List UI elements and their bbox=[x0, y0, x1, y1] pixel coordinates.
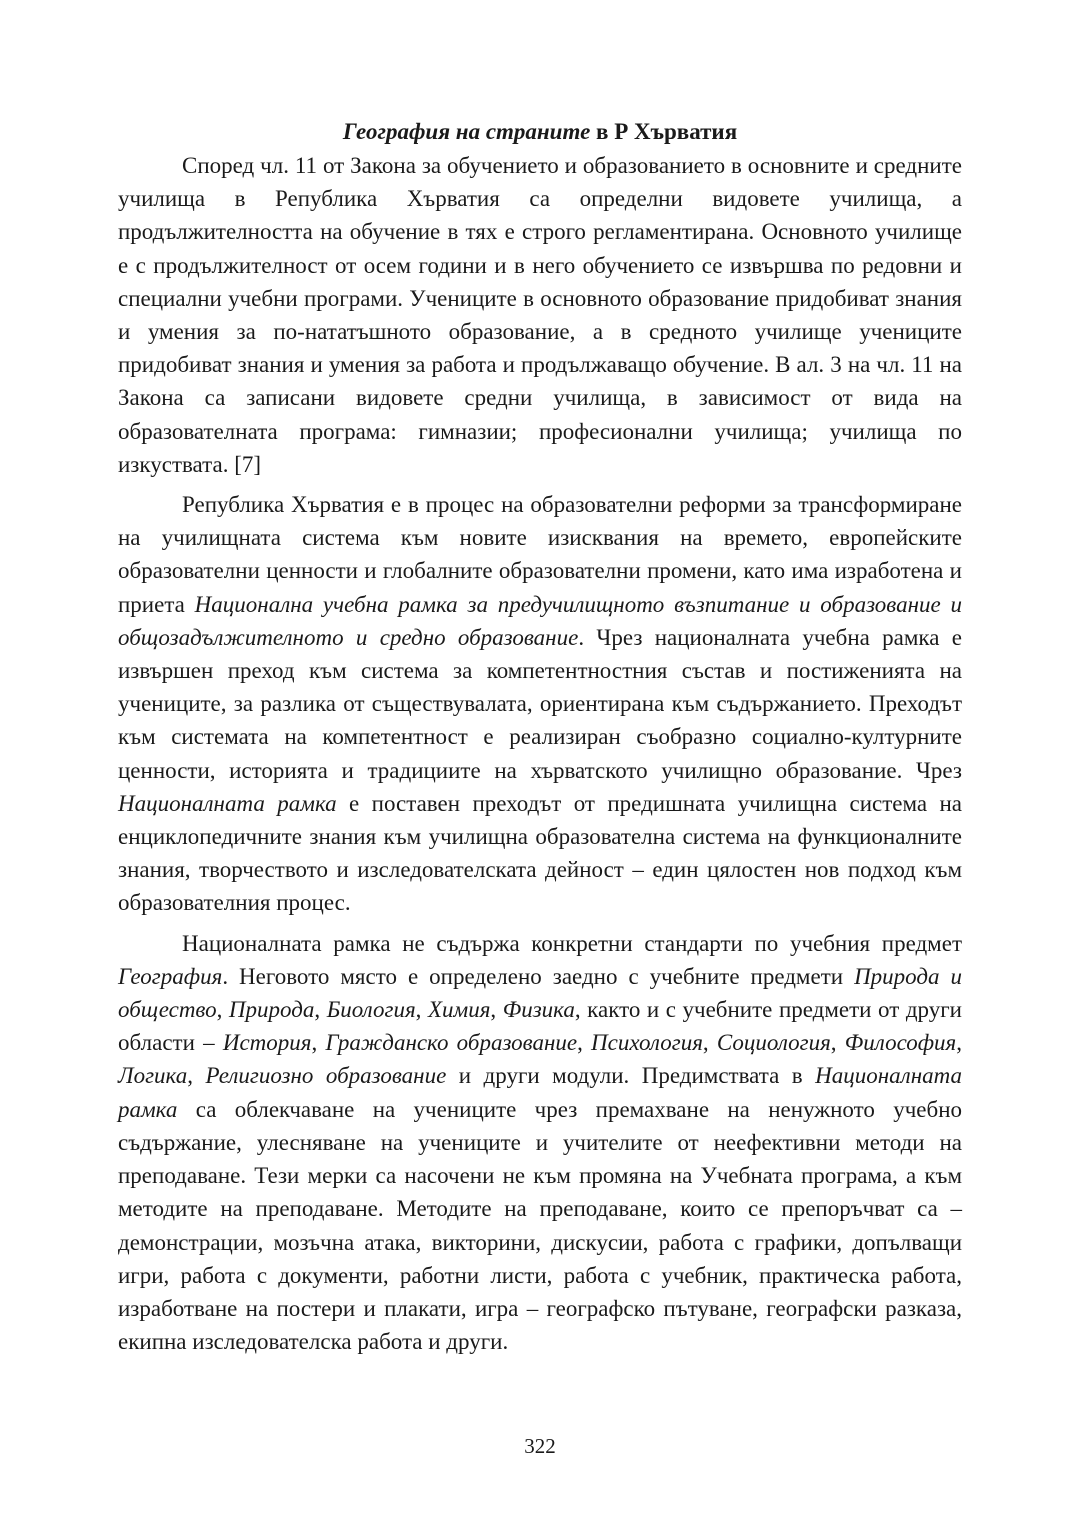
paragraph-text: , bbox=[830, 1030, 845, 1056]
paragraph-text: Според чл. 11 от Закона за обучението и образованието в основните и средните училища в Република Хърватия са определни видовете училища, а продължителността на обучение в тях е строго регламентирана. Основното училище е с продължителност от осем години и в него обучението се извършва по редовни и специални учебни програми. Учениците в основното образование придобиват знания и умения за по-нататъшното образование, а в средното училище учениците придобиват знания и умения за работа и продължаващо обучение. В ал. 3 на чл. 11 на Закона са записани видовете средни училища, в зависимост от вида на образователната програма: гимназии; професионални училища; училища по изкуствата. [7] bbox=[118, 153, 962, 477]
heading-bold-part: в Р Хърватия bbox=[590, 119, 738, 144]
page-number: 322 bbox=[524, 1434, 556, 1458]
italic-subject: География bbox=[118, 963, 223, 989]
italic-subject: Природа bbox=[228, 997, 315, 1023]
italic-subject: Логика bbox=[118, 1063, 188, 1089]
paragraph-text: , bbox=[216, 997, 229, 1023]
paragraph-text: Република Хърватия е в процес на образователни реформи за трансформиране на училищната система към новите изисквания на времето, европейските образователни ценности и глобалните образователни промени, като има изработена и приета bbox=[118, 492, 962, 617]
italic-subject: Социология bbox=[716, 1030, 831, 1056]
italic-term: Националната рамка bbox=[118, 1063, 962, 1122]
paragraph-text: , bbox=[702, 1030, 717, 1056]
paragraph-text: , bbox=[187, 1063, 206, 1089]
page-heading bbox=[118, 115, 962, 149]
italic-subject: Психология bbox=[591, 1030, 703, 1056]
paragraph-2 bbox=[118, 488, 962, 920]
paragraph-text: са облекчаване на учениците чрез премахване на ненужното учебно съдържание, улесняване на учениците и учителите от неефективни методи на преподаване. Тези мерки са насочени не към промяна на Учебната програма, а към методите на преподаване. Методите на преподаване, които се препоръчват са – демонстрации, мозъчна атака, викторини, дискусии, работа с графики, допълващи игри, работа с документи, работни листи, работа с учебник, практическа работа, изработване на постери и плакати, игра – географско пътуване, географски разказа, екипна изследователска работа и други. bbox=[118, 1096, 962, 1355]
italic-subject: Философия bbox=[844, 1030, 957, 1056]
paragraph-text: , bbox=[314, 997, 327, 1023]
paragraph-1 bbox=[118, 149, 962, 481]
paragraph-text: и други модули. Предимствата в bbox=[446, 1063, 816, 1089]
paragraph-text: , bbox=[415, 997, 428, 1023]
paragraph-text: . Чрез националната учебна рамка е извършен преход към система за компетентностния състав и постиженията на учениците, за разлика от съществувалата, ориентирана към съдържанието. Преходът към системата на компетентност е реализиран съобразно социално-културните ценности, историята и традициите на хърватското училищно образование. Чрез bbox=[118, 624, 962, 783]
italic-subject: Биология bbox=[326, 997, 416, 1023]
paragraph-text: , както и с учебните предмети от други области – bbox=[118, 997, 962, 1056]
italic-subject: Природа и общество bbox=[118, 963, 962, 1023]
paragraph-text: , bbox=[577, 1030, 592, 1056]
italic-subject: Физика bbox=[502, 997, 575, 1023]
paragraph-text: , bbox=[311, 1030, 326, 1056]
heading-italic-part: География на страните bbox=[342, 119, 591, 144]
italic-subject: Религиозно образование bbox=[205, 1063, 447, 1089]
paragraph-text: Националната рамка не съдържа конкретни стандарти по учебния предмет bbox=[182, 930, 962, 956]
paragraph-text: , bbox=[490, 997, 503, 1023]
paragraph-text: е поставен преходът от предишната училищна система на енциклопедичните знания към училищна образователна система на функционалните знания, творчеството и изследователската дейност – един цялостен нов подход към образователния процес. bbox=[118, 790, 963, 916]
italic-subject: История bbox=[222, 1030, 312, 1056]
paragraph-text: , bbox=[956, 1030, 962, 1056]
italic-title-national-curriculum: Национална учебна рамка за предучилищното възпитание и образование и общозадължителното и средно образование bbox=[118, 591, 962, 650]
paragraph-3 bbox=[118, 927, 962, 1359]
italic-term: Националната рамка bbox=[118, 790, 337, 816]
page-body bbox=[118, 115, 962, 1365]
italic-subject: Химия bbox=[427, 997, 491, 1023]
italic-subject: Гражданско образование bbox=[325, 1030, 578, 1056]
paragraph-text: . Неговото място е определено заедно с учебните предмети bbox=[222, 963, 855, 989]
